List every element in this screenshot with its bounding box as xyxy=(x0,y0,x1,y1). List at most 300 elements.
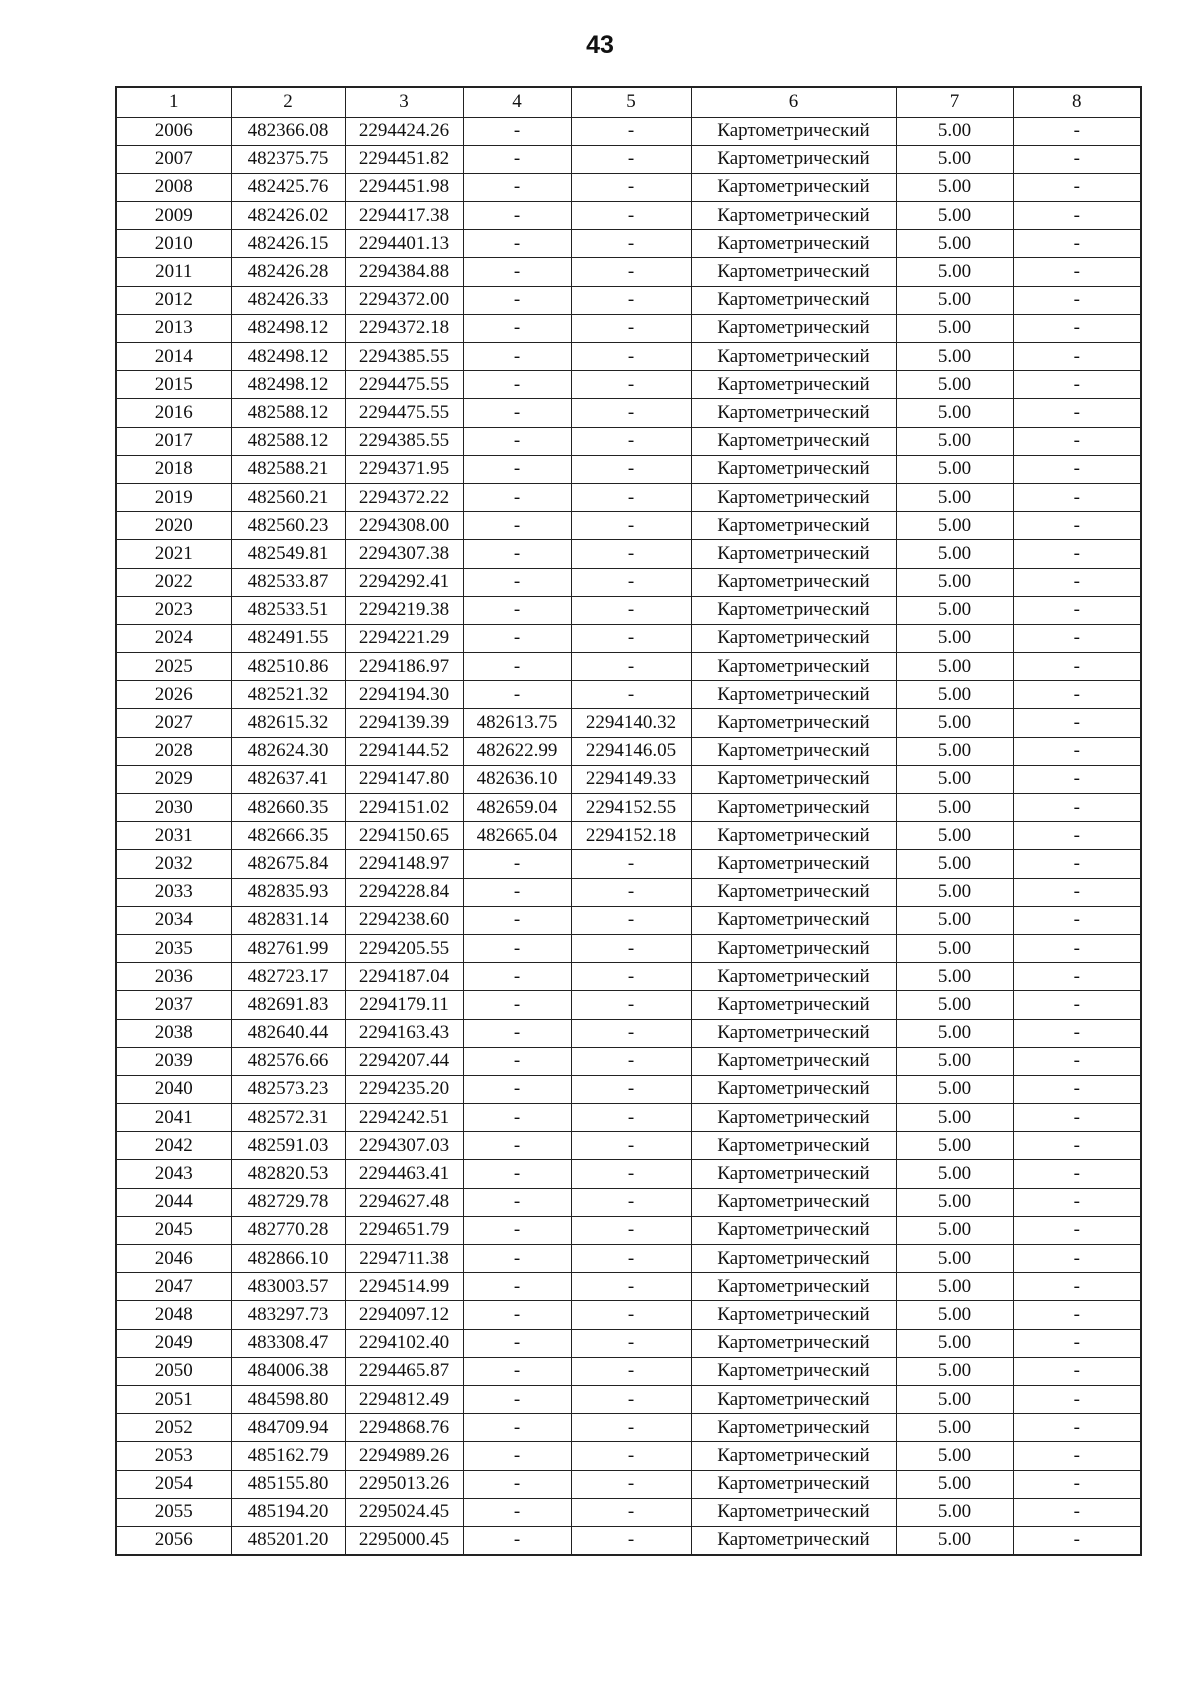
x-new-cell: - xyxy=(463,117,571,145)
accuracy-cell: 5.00 xyxy=(896,822,1013,850)
table-row xyxy=(116,765,1141,793)
accuracy-cell: 5.00 xyxy=(896,371,1013,399)
y-coordinate-cell: 2294475.55 xyxy=(345,371,463,399)
point-number-cell: 2031 xyxy=(116,822,231,850)
x-coordinate-cell: 482588.12 xyxy=(231,427,345,455)
y-coordinate-cell: 2294868.76 xyxy=(345,1414,463,1442)
accuracy-cell: 5.00 xyxy=(896,1414,1013,1442)
table-row xyxy=(116,653,1141,681)
x-new-cell: - xyxy=(463,1104,571,1132)
point-number-cell: 2048 xyxy=(116,1301,231,1329)
y-new-cell: 2294149.33 xyxy=(571,765,691,793)
x-coordinate-cell: 482426.02 xyxy=(231,202,345,230)
note-cell: - xyxy=(1013,963,1141,991)
x-coordinate-cell: 482820.53 xyxy=(231,1160,345,1188)
x-coordinate-cell: 482426.33 xyxy=(231,286,345,314)
note-cell: - xyxy=(1013,343,1141,371)
x-coordinate-cell: 482498.12 xyxy=(231,343,345,371)
method-cell: Картометрический xyxy=(691,1160,896,1188)
table-row xyxy=(116,1245,1141,1273)
y-new-cell: - xyxy=(571,681,691,709)
table-row xyxy=(116,427,1141,455)
table-row xyxy=(116,822,1141,850)
table-row xyxy=(116,455,1141,483)
point-number-cell: 2020 xyxy=(116,512,231,540)
x-new-cell: - xyxy=(463,173,571,201)
note-cell: - xyxy=(1013,709,1141,737)
y-coordinate-cell: 2294228.84 xyxy=(345,878,463,906)
y-coordinate-cell: 2294451.82 xyxy=(345,145,463,173)
point-number-cell: 2019 xyxy=(116,483,231,511)
note-cell: - xyxy=(1013,991,1141,1019)
y-coordinate-cell: 2294179.11 xyxy=(345,991,463,1019)
table-row xyxy=(116,540,1141,568)
y-new-cell: - xyxy=(571,1273,691,1301)
accuracy-cell: 5.00 xyxy=(896,258,1013,286)
accuracy-cell: 5.00 xyxy=(896,1385,1013,1413)
note-cell: - xyxy=(1013,427,1141,455)
x-new-cell: - xyxy=(463,1216,571,1244)
method-cell: Картометрический xyxy=(691,173,896,201)
x-coordinate-cell: 484006.38 xyxy=(231,1357,345,1385)
y-new-cell: - xyxy=(571,1245,691,1273)
y-new-cell: 2294146.05 xyxy=(571,737,691,765)
point-number-cell: 2047 xyxy=(116,1273,231,1301)
table-row xyxy=(116,1160,1141,1188)
accuracy-cell: 5.00 xyxy=(896,1216,1013,1244)
x-new-cell: - xyxy=(463,1019,571,1047)
x-coordinate-cell: 482640.44 xyxy=(231,1019,345,1047)
x-coordinate-cell: 482588.21 xyxy=(231,455,345,483)
y-new-cell: - xyxy=(571,1216,691,1244)
method-cell: Картометрический xyxy=(691,343,896,371)
x-new-cell: - xyxy=(463,1470,571,1498)
note-cell: - xyxy=(1013,145,1141,173)
method-cell: Картометрический xyxy=(691,455,896,483)
point-number-cell: 2013 xyxy=(116,314,231,342)
table-row xyxy=(116,1273,1141,1301)
point-number-cell: 2052 xyxy=(116,1414,231,1442)
x-coordinate-cell: 483308.47 xyxy=(231,1329,345,1357)
method-cell: Картометрический xyxy=(691,1470,896,1498)
note-cell: - xyxy=(1013,1188,1141,1216)
x-new-cell: - xyxy=(463,1075,571,1103)
accuracy-cell: 5.00 xyxy=(896,399,1013,427)
y-coordinate-cell: 2294651.79 xyxy=(345,1216,463,1244)
y-new-cell: - xyxy=(571,1470,691,1498)
x-coordinate-cell: 482573.23 xyxy=(231,1075,345,1103)
table-row xyxy=(116,1216,1141,1244)
table-row xyxy=(116,963,1141,991)
y-coordinate-cell: 2294207.44 xyxy=(345,1047,463,1075)
y-coordinate-cell: 2294627.48 xyxy=(345,1188,463,1216)
column-header: 8 xyxy=(1013,87,1141,117)
table-row xyxy=(116,624,1141,652)
table-row xyxy=(116,1075,1141,1103)
y-new-cell: - xyxy=(571,343,691,371)
point-number-cell: 2053 xyxy=(116,1442,231,1470)
table-body xyxy=(116,87,1141,1555)
accuracy-cell: 5.00 xyxy=(896,1273,1013,1301)
note-cell: - xyxy=(1013,1498,1141,1526)
page-number: 43 xyxy=(586,31,614,59)
y-new-cell: 2294152.18 xyxy=(571,822,691,850)
point-number-cell: 2037 xyxy=(116,991,231,1019)
table-row xyxy=(116,850,1141,878)
point-number-cell: 2025 xyxy=(116,653,231,681)
point-number-cell: 2027 xyxy=(116,709,231,737)
x-new-cell: - xyxy=(463,483,571,511)
accuracy-cell: 5.00 xyxy=(896,1160,1013,1188)
accuracy-cell: 5.00 xyxy=(896,794,1013,822)
method-cell: Картометрический xyxy=(691,906,896,934)
x-coordinate-cell: 482549.81 xyxy=(231,540,345,568)
point-number-cell: 2011 xyxy=(116,258,231,286)
table-row xyxy=(116,1526,1141,1554)
point-number-cell: 2039 xyxy=(116,1047,231,1075)
y-coordinate-cell: 2294989.26 xyxy=(345,1442,463,1470)
x-new-cell: - xyxy=(463,258,571,286)
y-new-cell: - xyxy=(571,230,691,258)
y-coordinate-cell: 2294151.02 xyxy=(345,794,463,822)
note-cell: - xyxy=(1013,230,1141,258)
accuracy-cell: 5.00 xyxy=(896,709,1013,737)
table-row xyxy=(116,343,1141,371)
x-coordinate-cell: 482366.08 xyxy=(231,117,345,145)
note-cell: - xyxy=(1013,1414,1141,1442)
y-new-cell: - xyxy=(571,314,691,342)
method-cell: Картометрический xyxy=(691,1047,896,1075)
point-number-cell: 2034 xyxy=(116,906,231,934)
column-header: 6 xyxy=(691,87,896,117)
point-number-cell: 2022 xyxy=(116,568,231,596)
accuracy-cell: 5.00 xyxy=(896,737,1013,765)
y-new-cell: - xyxy=(571,596,691,624)
x-coordinate-cell: 483297.73 xyxy=(231,1301,345,1329)
x-new-cell: - xyxy=(463,568,571,596)
y-coordinate-cell: 2294385.55 xyxy=(345,343,463,371)
table-row xyxy=(116,512,1141,540)
x-coordinate-cell: 482660.35 xyxy=(231,794,345,822)
x-coordinate-cell: 482533.87 xyxy=(231,568,345,596)
y-new-cell: - xyxy=(571,483,691,511)
note-cell: - xyxy=(1013,371,1141,399)
y-coordinate-cell: 2294385.55 xyxy=(345,427,463,455)
point-number-cell: 2043 xyxy=(116,1160,231,1188)
column-header: 2 xyxy=(231,87,345,117)
accuracy-cell: 5.00 xyxy=(896,1245,1013,1273)
x-coordinate-cell: 482615.32 xyxy=(231,709,345,737)
y-new-cell: - xyxy=(571,1498,691,1526)
accuracy-cell: 5.00 xyxy=(896,1470,1013,1498)
y-coordinate-cell: 2294150.65 xyxy=(345,822,463,850)
table-row xyxy=(116,230,1141,258)
note-cell: - xyxy=(1013,596,1141,624)
accuracy-cell: 5.00 xyxy=(896,512,1013,540)
x-coordinate-cell: 485155.80 xyxy=(231,1470,345,1498)
y-coordinate-cell: 2294307.03 xyxy=(345,1132,463,1160)
y-new-cell: - xyxy=(571,455,691,483)
x-coordinate-cell: 482637.41 xyxy=(231,765,345,793)
x-new-cell: - xyxy=(463,1301,571,1329)
y-coordinate-cell: 2294812.49 xyxy=(345,1385,463,1413)
y-new-cell: - xyxy=(571,906,691,934)
x-coordinate-cell: 482426.15 xyxy=(231,230,345,258)
y-coordinate-cell: 2294219.38 xyxy=(345,596,463,624)
x-new-cell: - xyxy=(463,399,571,427)
method-cell: Картометрический xyxy=(691,230,896,258)
note-cell: - xyxy=(1013,1442,1141,1470)
x-coordinate-cell: 482723.17 xyxy=(231,963,345,991)
method-cell: Картометрический xyxy=(691,399,896,427)
note-cell: - xyxy=(1013,512,1141,540)
note-cell: - xyxy=(1013,653,1141,681)
table-row xyxy=(116,1329,1141,1357)
point-number-cell: 2046 xyxy=(116,1245,231,1273)
y-new-cell: 2294140.32 xyxy=(571,709,691,737)
y-new-cell: - xyxy=(571,991,691,1019)
accuracy-cell: 5.00 xyxy=(896,1132,1013,1160)
x-coordinate-cell: 485194.20 xyxy=(231,1498,345,1526)
x-coordinate-cell: 482761.99 xyxy=(231,934,345,962)
note-cell: - xyxy=(1013,540,1141,568)
x-coordinate-cell: 482521.32 xyxy=(231,681,345,709)
method-cell: Картометрический xyxy=(691,934,896,962)
y-coordinate-cell: 2294205.55 xyxy=(345,934,463,962)
note-cell: - xyxy=(1013,1301,1141,1329)
method-cell: Картометрический xyxy=(691,1526,896,1554)
column-header: 4 xyxy=(463,87,571,117)
method-cell: Картометрический xyxy=(691,1301,896,1329)
table-row xyxy=(116,173,1141,201)
accuracy-cell: 5.00 xyxy=(896,624,1013,652)
note-cell: - xyxy=(1013,173,1141,201)
y-coordinate-cell: 2294097.12 xyxy=(345,1301,463,1329)
point-number-cell: 2056 xyxy=(116,1526,231,1554)
y-new-cell: - xyxy=(571,117,691,145)
accuracy-cell: 5.00 xyxy=(896,286,1013,314)
point-number-cell: 2044 xyxy=(116,1188,231,1216)
method-cell: Картометрический xyxy=(691,145,896,173)
x-new-cell: - xyxy=(463,1245,571,1273)
table-row xyxy=(116,878,1141,906)
accuracy-cell: 5.00 xyxy=(896,963,1013,991)
y-coordinate-cell: 2294371.95 xyxy=(345,455,463,483)
x-new-cell: - xyxy=(463,596,571,624)
y-coordinate-cell: 2294238.60 xyxy=(345,906,463,934)
table-row xyxy=(116,1498,1141,1526)
point-number-cell: 2009 xyxy=(116,202,231,230)
method-cell: Картометрический xyxy=(691,681,896,709)
point-number-cell: 2021 xyxy=(116,540,231,568)
method-cell: Картометрический xyxy=(691,540,896,568)
point-number-cell: 2035 xyxy=(116,934,231,962)
x-new-cell: - xyxy=(463,934,571,962)
note-cell: - xyxy=(1013,314,1141,342)
x-new-cell: - xyxy=(463,1385,571,1413)
x-new-cell: 482613.75 xyxy=(463,709,571,737)
method-cell: Картометрический xyxy=(691,709,896,737)
table-row xyxy=(116,1104,1141,1132)
y-new-cell: - xyxy=(571,934,691,962)
table-row xyxy=(116,1301,1141,1329)
accuracy-cell: 5.00 xyxy=(896,1047,1013,1075)
x-coordinate-cell: 482576.66 xyxy=(231,1047,345,1075)
method-cell: Картометрический xyxy=(691,991,896,1019)
note-cell: - xyxy=(1013,455,1141,483)
note-cell: - xyxy=(1013,1245,1141,1273)
accuracy-cell: 5.00 xyxy=(896,596,1013,624)
table-row xyxy=(116,399,1141,427)
point-number-cell: 2041 xyxy=(116,1104,231,1132)
y-new-cell: - xyxy=(571,1188,691,1216)
x-coordinate-cell: 484598.80 xyxy=(231,1385,345,1413)
x-new-cell: - xyxy=(463,1498,571,1526)
y-coordinate-cell: 2294424.26 xyxy=(345,117,463,145)
x-coordinate-cell: 482533.51 xyxy=(231,596,345,624)
table-row xyxy=(116,1442,1141,1470)
x-coordinate-cell: 482510.86 xyxy=(231,653,345,681)
note-cell: - xyxy=(1013,1357,1141,1385)
table-row xyxy=(116,1019,1141,1047)
method-cell: Картометрический xyxy=(691,822,896,850)
y-new-cell: - xyxy=(571,1075,691,1103)
accuracy-cell: 5.00 xyxy=(896,934,1013,962)
y-coordinate-cell: 2294147.80 xyxy=(345,765,463,793)
accuracy-cell: 5.00 xyxy=(896,681,1013,709)
x-new-cell: - xyxy=(463,1357,571,1385)
y-coordinate-cell: 2294372.00 xyxy=(345,286,463,314)
note-cell: - xyxy=(1013,399,1141,427)
note-cell: - xyxy=(1013,906,1141,934)
y-new-cell: - xyxy=(571,850,691,878)
y-new-cell: - xyxy=(571,624,691,652)
y-new-cell: - xyxy=(571,1160,691,1188)
table-row xyxy=(116,258,1141,286)
table-row xyxy=(116,1047,1141,1075)
y-coordinate-cell: 2294384.88 xyxy=(345,258,463,286)
y-new-cell: - xyxy=(571,173,691,201)
accuracy-cell: 5.00 xyxy=(896,1329,1013,1357)
x-new-cell: - xyxy=(463,1442,571,1470)
accuracy-cell: 5.00 xyxy=(896,202,1013,230)
table-row xyxy=(116,991,1141,1019)
table-row xyxy=(116,145,1141,173)
x-new-cell: 482636.10 xyxy=(463,765,571,793)
x-coordinate-cell: 482675.84 xyxy=(231,850,345,878)
y-new-cell: - xyxy=(571,145,691,173)
note-cell: - xyxy=(1013,934,1141,962)
method-cell: Картометрический xyxy=(691,1414,896,1442)
x-coordinate-cell: 482498.12 xyxy=(231,371,345,399)
x-new-cell: - xyxy=(463,653,571,681)
point-number-cell: 2012 xyxy=(116,286,231,314)
y-coordinate-cell: 2294711.38 xyxy=(345,1245,463,1273)
y-new-cell: - xyxy=(571,427,691,455)
table-row xyxy=(116,483,1141,511)
table-row xyxy=(116,286,1141,314)
note-cell: - xyxy=(1013,568,1141,596)
x-new-cell: - xyxy=(463,314,571,342)
method-cell: Картометрический xyxy=(691,117,896,145)
accuracy-cell: 5.00 xyxy=(896,850,1013,878)
table-row xyxy=(116,737,1141,765)
note-cell: - xyxy=(1013,117,1141,145)
note-cell: - xyxy=(1013,1216,1141,1244)
x-new-cell: - xyxy=(463,202,571,230)
x-coordinate-cell: 484709.94 xyxy=(231,1414,345,1442)
note-cell: - xyxy=(1013,1385,1141,1413)
method-cell: Картометрический xyxy=(691,1132,896,1160)
method-cell: Картометрический xyxy=(691,568,896,596)
note-cell: - xyxy=(1013,1047,1141,1075)
x-new-cell: - xyxy=(463,1329,571,1357)
point-number-cell: 2028 xyxy=(116,737,231,765)
y-coordinate-cell: 2294139.39 xyxy=(345,709,463,737)
accuracy-cell: 5.00 xyxy=(896,1301,1013,1329)
y-new-cell: - xyxy=(571,963,691,991)
point-number-cell: 2055 xyxy=(116,1498,231,1526)
y-new-cell: - xyxy=(571,1385,691,1413)
x-new-cell: - xyxy=(463,1132,571,1160)
accuracy-cell: 5.00 xyxy=(896,1188,1013,1216)
y-coordinate-cell: 2295000.45 xyxy=(345,1526,463,1554)
x-coordinate-cell: 482666.35 xyxy=(231,822,345,850)
y-new-cell: 2294152.55 xyxy=(571,794,691,822)
x-coordinate-cell: 482375.75 xyxy=(231,145,345,173)
method-cell: Картометрический xyxy=(691,1075,896,1103)
y-new-cell: - xyxy=(571,258,691,286)
note-cell: - xyxy=(1013,850,1141,878)
y-new-cell: - xyxy=(571,1526,691,1554)
method-cell: Картометрический xyxy=(691,258,896,286)
table-row xyxy=(116,709,1141,737)
y-new-cell: - xyxy=(571,1414,691,1442)
x-new-cell: - xyxy=(463,624,571,652)
method-cell: Картометрический xyxy=(691,512,896,540)
point-number-cell: 2045 xyxy=(116,1216,231,1244)
method-cell: Картометрический xyxy=(691,963,896,991)
y-new-cell: - xyxy=(571,1301,691,1329)
method-cell: Картометрический xyxy=(691,314,896,342)
y-new-cell: - xyxy=(571,202,691,230)
note-cell: - xyxy=(1013,258,1141,286)
note-cell: - xyxy=(1013,822,1141,850)
accuracy-cell: 5.00 xyxy=(896,1075,1013,1103)
note-cell: - xyxy=(1013,1273,1141,1301)
x-new-cell: - xyxy=(463,512,571,540)
table-row xyxy=(116,906,1141,934)
x-new-cell: - xyxy=(463,906,571,934)
y-new-cell: - xyxy=(571,1019,691,1047)
y-new-cell: - xyxy=(571,540,691,568)
method-cell: Картометрический xyxy=(691,483,896,511)
accuracy-cell: 5.00 xyxy=(896,483,1013,511)
note-cell: - xyxy=(1013,1470,1141,1498)
point-number-cell: 2015 xyxy=(116,371,231,399)
x-coordinate-cell: 482691.83 xyxy=(231,991,345,1019)
y-coordinate-cell: 2294401.13 xyxy=(345,230,463,258)
header-row xyxy=(116,87,1141,117)
point-number-cell: 2016 xyxy=(116,399,231,427)
note-cell: - xyxy=(1013,765,1141,793)
x-new-cell: - xyxy=(463,145,571,173)
x-new-cell: - xyxy=(463,1414,571,1442)
x-coordinate-cell: 485201.20 xyxy=(231,1526,345,1554)
note-cell: - xyxy=(1013,624,1141,652)
y-coordinate-cell: 2294292.41 xyxy=(345,568,463,596)
x-new-cell: - xyxy=(463,455,571,483)
